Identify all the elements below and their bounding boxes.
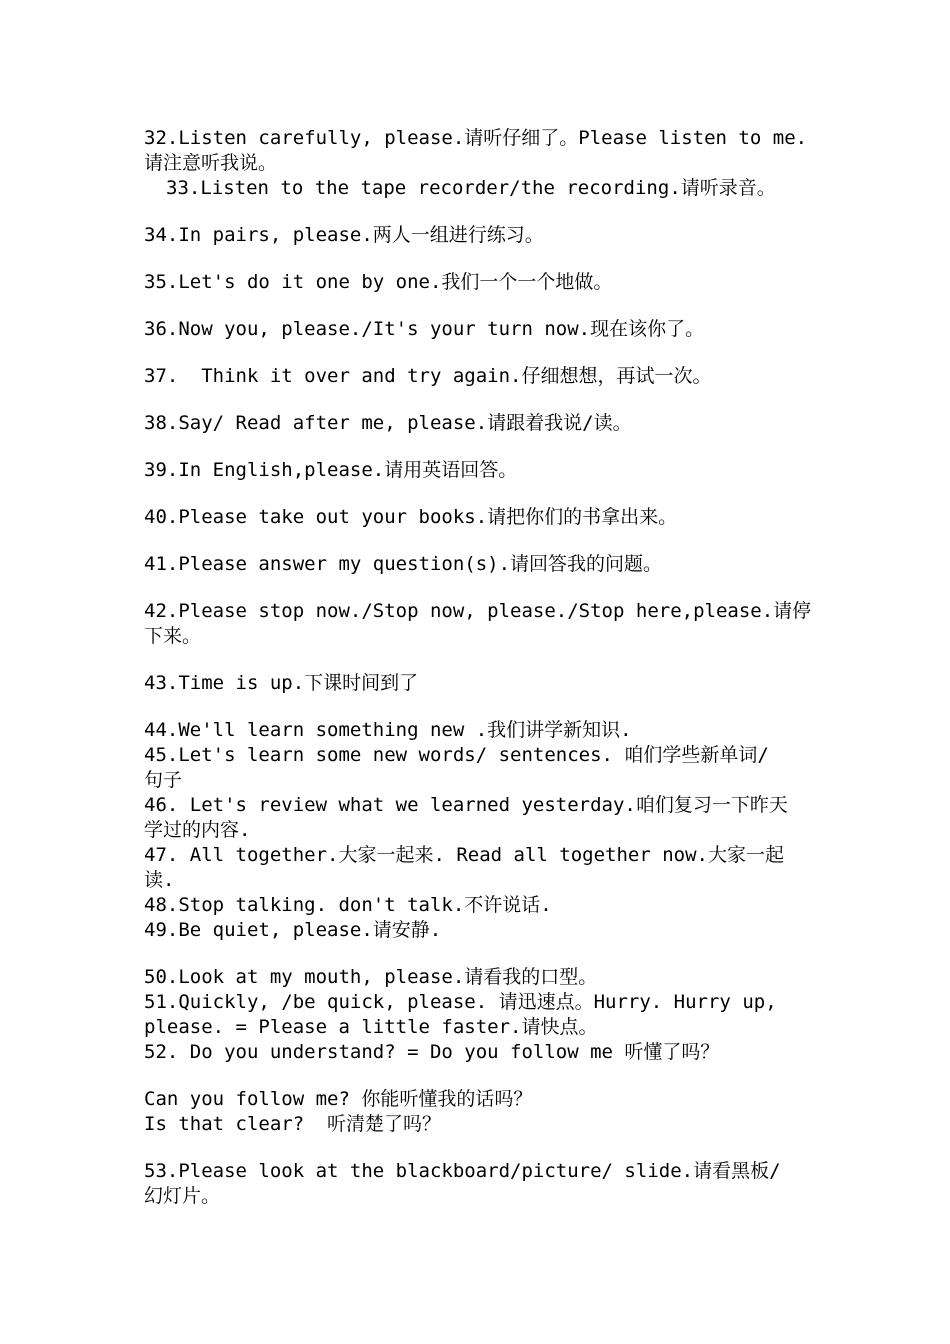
spacer xyxy=(144,389,814,411)
text-line: 下来。 xyxy=(144,625,202,647)
text-line: 35.Let's do it one by one.我们一个一个地做。 xyxy=(144,271,613,293)
text-line: 读. xyxy=(144,869,175,891)
spacer xyxy=(144,577,814,599)
spacer xyxy=(144,649,814,671)
text-line: 请注意听我说。 xyxy=(144,152,278,174)
spacer xyxy=(144,1065,814,1087)
spacer xyxy=(144,530,814,552)
spacer xyxy=(144,483,814,505)
text-line: 34.In pairs, please.两人一组进行练习。 xyxy=(144,224,544,246)
spacer xyxy=(144,248,814,270)
spacer xyxy=(144,342,814,364)
text-line: 42.Please stop now./Stop now, please./Stop here,please.请停 xyxy=(144,600,812,622)
text-line: 38.Say/ Read after me, please.请跟着我说/读。 xyxy=(144,412,632,434)
classroom-english-list xyxy=(144,126,814,1209)
text-line: 45.Let's learn some new words/ sentences. 咱们学些新单词/ xyxy=(144,744,769,766)
text-line: Is that clear? 听清楚了吗？ xyxy=(144,1113,442,1135)
text-line: 32.Listen carefully, please.请听仔细了。Please listen to me. xyxy=(144,127,808,149)
spacer xyxy=(144,696,814,718)
text-line: 33.Listen to the tape recorder/the recording.请听录音。 xyxy=(166,177,776,199)
text-line: 39.In English,please.请用英语回答。 xyxy=(144,459,518,481)
text-line: 44.We'll learn something new .我们讲学新知识. xyxy=(144,719,632,741)
text-line: 46. Let's review what we learned yesterday.咱们复习一下昨天 xyxy=(144,794,788,816)
text-line: 40.Please take out your books.请把你们的书拿出来。 xyxy=(144,506,678,528)
spacer xyxy=(144,436,814,458)
spacer xyxy=(144,295,814,317)
text-line: 53.Please look at the blackboard/picture/ slide.请看黑板/ xyxy=(144,1160,781,1182)
text-line: 36.Now you, please./It's your turn now.现在该你了。 xyxy=(144,318,705,340)
spacer xyxy=(144,1137,814,1159)
text-line: Can you follow me? 你能听懂我的话吗？ xyxy=(144,1088,533,1110)
text-line: 47. All together.大家一起来. Read all together now.大家一起 xyxy=(144,844,784,866)
text-line: 句子 xyxy=(144,769,183,791)
text-line: 48.Stop talking. don't talk.不许说话. xyxy=(144,894,552,916)
text-line: 49.Be quiet, please.请安静. xyxy=(144,919,442,941)
text-line: 50.Look at my mouth, please.请看我的口型。 xyxy=(144,966,598,988)
text-line: 43.Time is up.下课时间到了 xyxy=(144,672,419,694)
text-line: 41.Please answer my question(s).请回答我的问题。 xyxy=(144,553,663,575)
text-line: 51.Quickly, /be quick, please. 请迅速点。Hurry. Hurry up, xyxy=(144,991,777,1013)
text-line: 52. Do you understand? = Do you follow me 听懂了吗？ xyxy=(144,1041,720,1063)
text-line: please. = Please a little faster.请快点。 xyxy=(144,1016,598,1038)
text-line: 幻灯片。 xyxy=(144,1185,221,1207)
text-line: 37. Think it over and try again.仔细想想，再试一次。 xyxy=(144,365,712,387)
text-line: 学过的内容. xyxy=(144,819,251,841)
spacer xyxy=(144,201,814,223)
spacer xyxy=(144,943,814,965)
